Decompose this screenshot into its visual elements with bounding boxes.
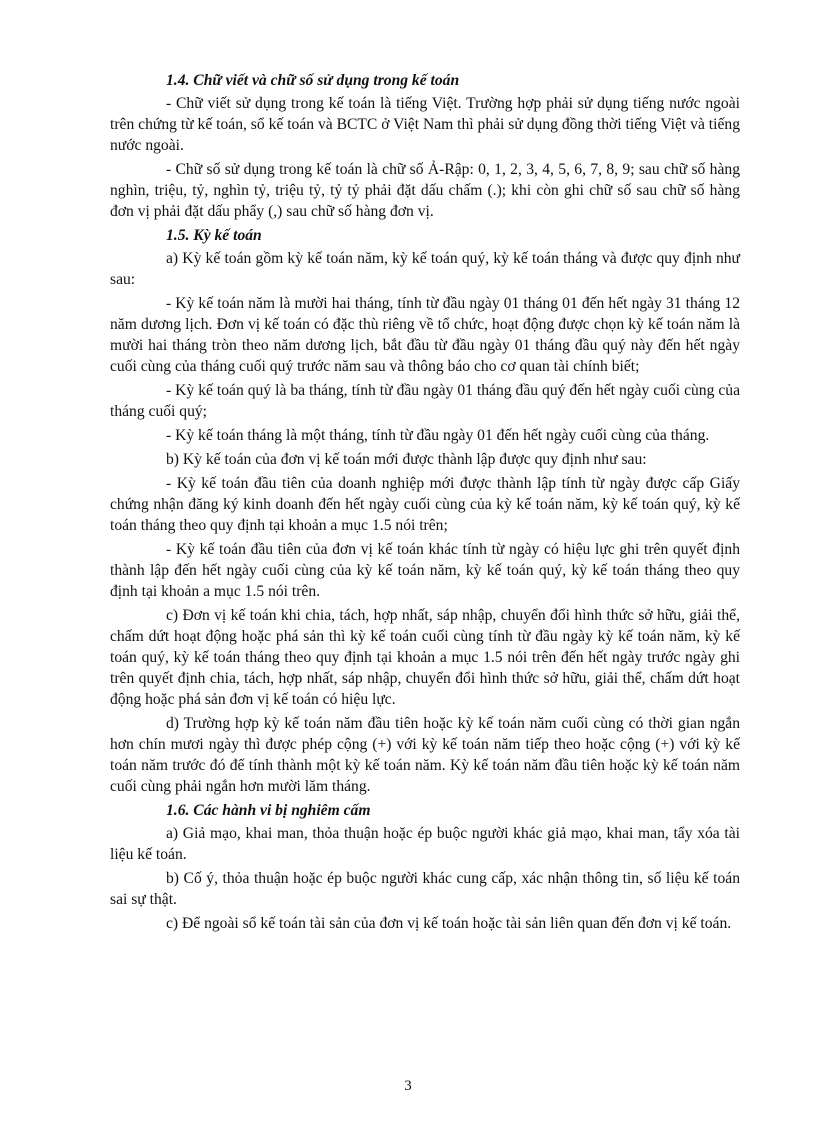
paragraph: a) Giả mạo, khai man, thỏa thuận hoặc ép buộc người khác giả mạo, khai man, tẩy xóa tài liệu kế toán. [110,825,740,863]
paragraph: c) Đơn vị kế toán khi chia, tách, hợp nhất, sáp nhập, chuyển đổi hình thức sở hữu, giải thể, chấm dứt hoạt động hoặc phá sản thì kỳ kế toán cuối cùng tính từ đầu ngày kỳ kế toán năm, kỳ kế toán quý, kỳ kế toán tháng theo quy định tại khoản a mục 1.5 nói trên đến hết ngày trước ngày ghi trên quyết định chia, tách, hợp nhất, sáp nhập, chuyển đổi hình thức sở hữu, giải thể, chấm dứt hoạt động hoặc phá sản đơn vị kế toán có hiệu lực. [110,607,740,708]
paragraph: - Chữ số sử dụng trong kế toán là chữ số Ả-Rập: 0, 1, 2, 3, 4, 5, 6, 7, 8, 9; sau chữ số hàng nghìn, triệu, tỷ, nghìn tỷ, triệu tỷ, tỷ tỷ phải đặt dấu chấm (.); khi còn ghi chữ số sau chữ số hàng đơn vị phải đặt dấu phẩy (,) sau chữ số hàng đơn vị. [110,161,740,220]
paragraph: d) Trường hợp kỳ kế toán năm đầu tiên hoặc kỳ kế toán năm cuối cùng có thời gian ngắn hơn chín mươi ngày thì được phép cộng (+) với kỳ kế toán năm tiếp theo hoặc cộng (+) với kỳ kế toán năm trước đó để tính thành một kỳ kế toán năm. Kỳ kế toán năm đầu tiên hoặc kỳ kế toán năm cuối cùng phải ngắn hơn mười lăm tháng. [110,715,740,795]
paragraph: c) Để ngoài sổ kế toán tài sản của đơn vị kế toán hoặc tài sản liên quan đến đơn vị kế toán. [166,915,732,932]
paragraph: b) Kỳ kế toán của đơn vị kế toán mới được thành lập được quy định như sau: [166,451,647,468]
paragraph: a) Kỳ kế toán gồm kỳ kế toán năm, kỳ kế toán quý, kỳ kế toán tháng và được quy định như sau: [110,250,740,288]
heading-1-6: 1.6. Các hành vi bị nghiêm cấm [166,802,371,819]
heading-1-5: 1.5. Kỳ kế toán [166,227,262,244]
paragraph: - Kỳ kế toán đầu tiên của đơn vị kế toán khác tính từ ngày có hiệu lực ghi trên quyết định thành lập đến hết ngày cuối cùng của kỳ kế toán năm, kỳ kế toán quý, kỳ kế toán tháng theo quy định tại khoản a mục 1.5 nói trên. [110,541,740,600]
paragraph: - Kỳ kế toán tháng là một tháng, tính từ đầu ngày 01 đến hết ngày cuối cùng của tháng. [166,427,710,444]
paragraph: b) Cố ý, thỏa thuận hoặc ép buộc người khác cung cấp, xác nhận thông tin, số liệu kế toán sai sự thật. [110,870,740,908]
page-number: 3 [404,1078,412,1094]
paragraph: - Kỳ kế toán quý là ba tháng, tính từ đầu ngày 01 tháng đầu quý đến hết ngày cuối cùng của tháng cuối quý; [110,382,740,420]
paragraph: - Chữ viết sử dụng trong kế toán là tiếng Việt. Trường hợp phải sử dụng tiếng nước ngoài trên chứng từ kế toán, sổ kế toán và BCTC ở Việt Nam thì phải sử dụng đồng thời tiếng Việt và tiếng nước ngoài. [110,95,740,154]
heading-1-4: 1.4. Chữ viết và chữ số sử dụng trong kế toán [166,72,460,89]
paragraph: - Kỳ kế toán năm là mười hai tháng, tính từ đầu ngày 01 tháng 01 đến hết ngày 31 tháng 12 năm dương lịch. Đơn vị kế toán có đặc thù riêng về tổ chức, hoạt động được chọn kỳ kế toán năm là mười hai tháng tròn theo năm dương lịch, bắt đầu từ đầu ngày 01 tháng đầu quý này đến hết ngày cuối cùng của tháng cuối quý trước năm sau và thông báo cho cơ quan tài chính biết; [110,295,740,375]
paragraph: - Kỳ kế toán đầu tiên của doanh nghiệp mới được thành lập tính từ ngày được cấp Giấy chứng nhận đăng ký kinh doanh đến hết ngày cuối cùng của kỳ kế toán năm, kỳ kế toán quý, kỳ kế toán tháng theo quy định tại khoản a mục 1.5 nói trên; [110,475,740,534]
document-body [110,70,740,937]
